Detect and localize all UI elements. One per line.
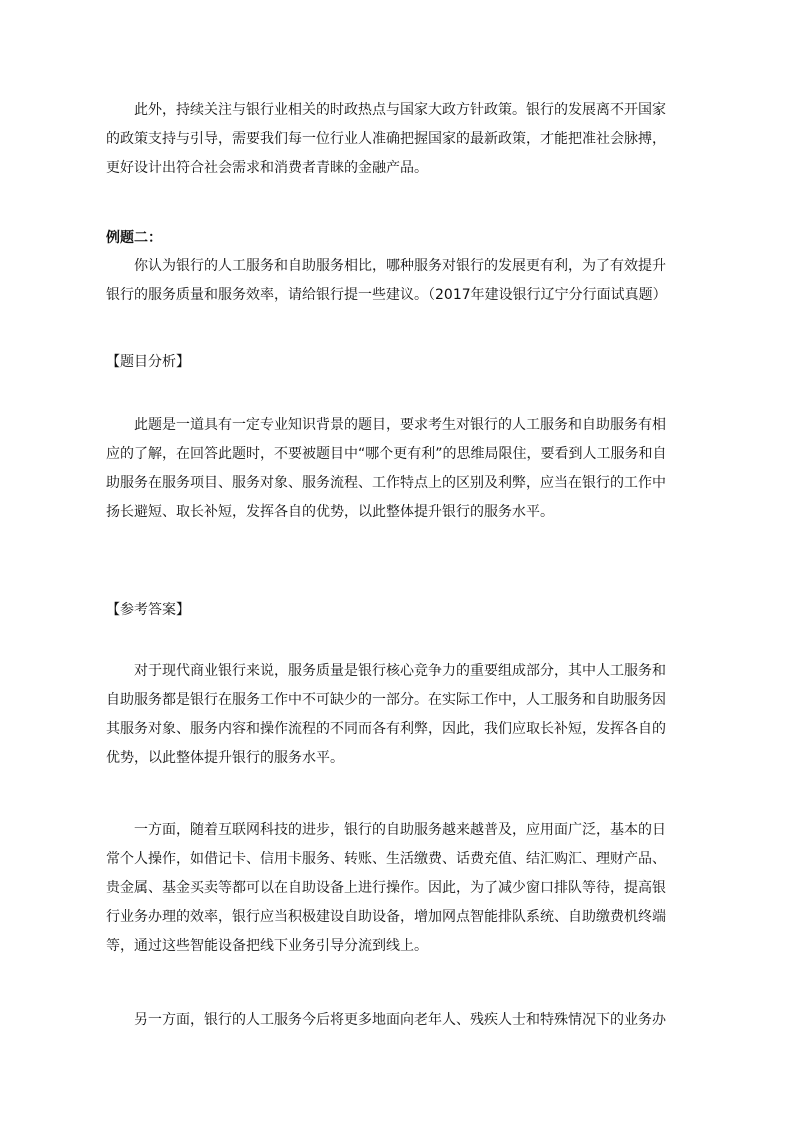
answer-line: 等，通过这些智能设备把线下业务引导分流到线上。 bbox=[106, 938, 428, 954]
answer-line: 优势，以此整体提升银行的服务水平。 bbox=[106, 750, 344, 766]
answer-line: 另一方面，银行的人工服务今后将更多地面向老年人、残疾人士和特殊情况下的业务办 bbox=[134, 1012, 666, 1028]
analysis-line: 应的了解，在回答此题时，不要被题目中“哪个更有利”的思维局限住，要看到人工服务和自 bbox=[106, 446, 667, 462]
answer-line: 对于现代商业银行来说，服务质量是银行核心竞争力的重要组成部分，其中人工服务和 bbox=[134, 663, 666, 679]
question-line: 你认为银行的人工服务和自助服务相比，哪种服务对银行的发展更有利，为了有效提升 bbox=[134, 258, 666, 274]
paragraph-policy bbox=[106, 96, 672, 183]
answer-paragraph-3 bbox=[106, 1006, 672, 1035]
analysis-line: 扬长避短、取长补短，发挥各自的优势，以此整体提升银行的服务水平。 bbox=[106, 504, 554, 520]
question-line: 银行的服务质量和服务效率，请给银行提一些建议。（2017年建设银行辽宁分行面试真题） bbox=[106, 287, 667, 303]
analysis-line: 助服务在服务项目、服务对象、服务流程、工作特点上的区别及利弊，应当在银行的工作中 bbox=[106, 475, 666, 491]
answer-line: 行业务办理的效率，银行应当积极建设自助设备，增加网点智能排队系统、自助缴费机终端 bbox=[106, 909, 666, 925]
answer-line: 其服务对象、服务内容和操作流程的不同而各有利弊，因此，我们应取长补短，发挥各自的 bbox=[106, 721, 666, 737]
analysis-paragraph bbox=[106, 411, 672, 527]
paragraph-line: 更好设计出符合社会需求和消费者青睐的金融产品。 bbox=[106, 160, 428, 176]
answer-line: 常个人操作，如借记卡、信用卡服务、转账、生活缴费、话费充值、结汇购汇、理财产品、 bbox=[106, 851, 666, 867]
example-two-question bbox=[106, 252, 672, 310]
analysis-title: 【题目分析】 bbox=[106, 354, 190, 370]
paragraph-line: 的政策支持与引导，需要我们每一位行业人准确把握国家的最新政策，才能把准社会脉搏， bbox=[106, 131, 666, 147]
answer-paragraph-1 bbox=[106, 657, 672, 773]
answer-title: 【参考答案】 bbox=[106, 602, 190, 618]
answer-line: 自助服务都是银行在服务工作中不可缺少的一部分。在实际工作中，人工服务和自助服务因 bbox=[106, 692, 666, 708]
answer-line: 一方面，随着互联网科技的进步，银行的自助服务越来越普及，应用面广泛，基本的日 bbox=[134, 822, 666, 838]
example-two-title: 例题二： bbox=[106, 230, 162, 246]
answer-paragraph-2 bbox=[106, 816, 672, 961]
answer-line: 贵金属、基金买卖等都可以在自助设备上进行操作。因此，为了减少窗口排队等待，提高银 bbox=[106, 880, 666, 896]
paragraph-line: 此外，持续关注与银行业相关的时政热点与国家大政方针政策。银行的发展离不开国家 bbox=[134, 102, 666, 118]
analysis-line: 此题是一道具有一定专业知识背景的题目，要求考生对银行的人工服务和自助服务有相 bbox=[134, 417, 666, 433]
